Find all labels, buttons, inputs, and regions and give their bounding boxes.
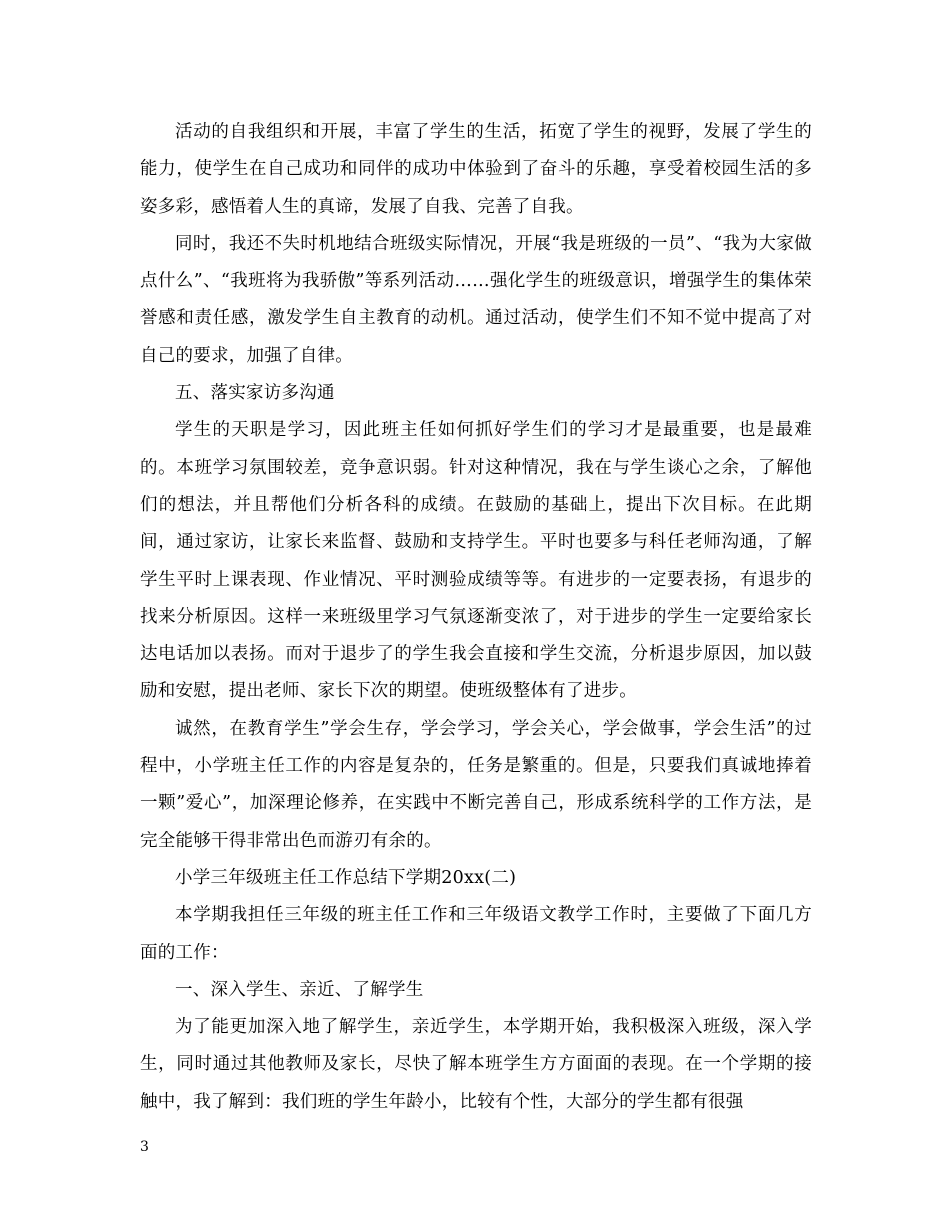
paragraph-semester-intro: 本学期我担任三年级的班主任工作和三年级语文教学工作时，主要做了下面几方面的工作：: [140, 905, 812, 963]
section-heading-know-students: 一、深入学生、亲近、了解学生: [175, 979, 424, 1000]
document-body: [140, 114, 812, 1121]
paragraph-study-and-home-visits: 学生的天职是学习，因此班主任如何抓好学生们的学习才是最重要，也是最难的。本班学习氛围较差，竞争意识弱。针对这种情况，我在与学生谈心之余，了解他们的想法，并且帮他们分析各科的成绩。在鼓励的基础上，提出下次目标。在此期间，通过家访，让家长来监督、鼓励和支持学生。平时也要多与科任老师沟通，了解学生平时上课表现、作业情况、平时测验成绩等等。有进步的一定要表扬，有退步的找来分析原因。这样一来班级里学习气氛逐渐变浓了，对于进步的学生一定要给家长达电话加以表扬。而对于退步了的学生我会直接和学生交流，分析退步原因，加以鼓励和安慰，提出老师、家长下次的期望。使班级整体有了进步。: [140, 420, 812, 702]
document-subtitle: 小学三年级班主任工作总结下学期20xx(二): [175, 867, 517, 888]
paragraph-class-activities: 同时，我还不失时机地结合班级实际情况，开展“我是班级的一员”、“我为大家做点什么”、“我班将为我骄傲”等系列活动……强化学生的班级意识，增强学生的集体荣誉感和责任感，激发学生自主教育的动机。通过活动，使学生们不知不觉中提高了对自己的要求，加强了自律。: [140, 233, 812, 366]
paragraph-activities-summary: 活动的自我组织和开展，丰富了学生的生活，拓宽了学生的视野，发展了学生的能力，使学生在自己成功和同伴的成功中体验到了奋斗的乐趣，享受着校园生活的多姿多彩，感悟着人生的真谛，发展了自我、完善了自我。: [140, 122, 812, 217]
page-number: 3: [140, 1139, 149, 1155]
section-heading-home-visits: 五、落实家访多沟通: [175, 383, 335, 404]
paragraph-conclusion: 诚然，在教育学生”学会生存，学会学习，学会关心，学会做事，学会生活”的过程中，小学班主任工作的内容是复杂的，任务是繁重的。但是，只要我们真诚地捧着一颗”爱心”，加深理论修养，在实践中不断完善自己，形成系统科学的工作方法，是完全能够干得非常出色而游刃有余的。: [140, 718, 812, 851]
paragraph-know-students: 为了能更加深入地了解学生，亲近学生，本学期开始，我积极深入班级，深入学生，同时通过其他教师及家长，尽快了解本班学生方方面面的表现。在一个学期的接触中，我了解到：我们班的学生年龄小，比较有个性，大部分的学生都有很强: [140, 1017, 812, 1112]
